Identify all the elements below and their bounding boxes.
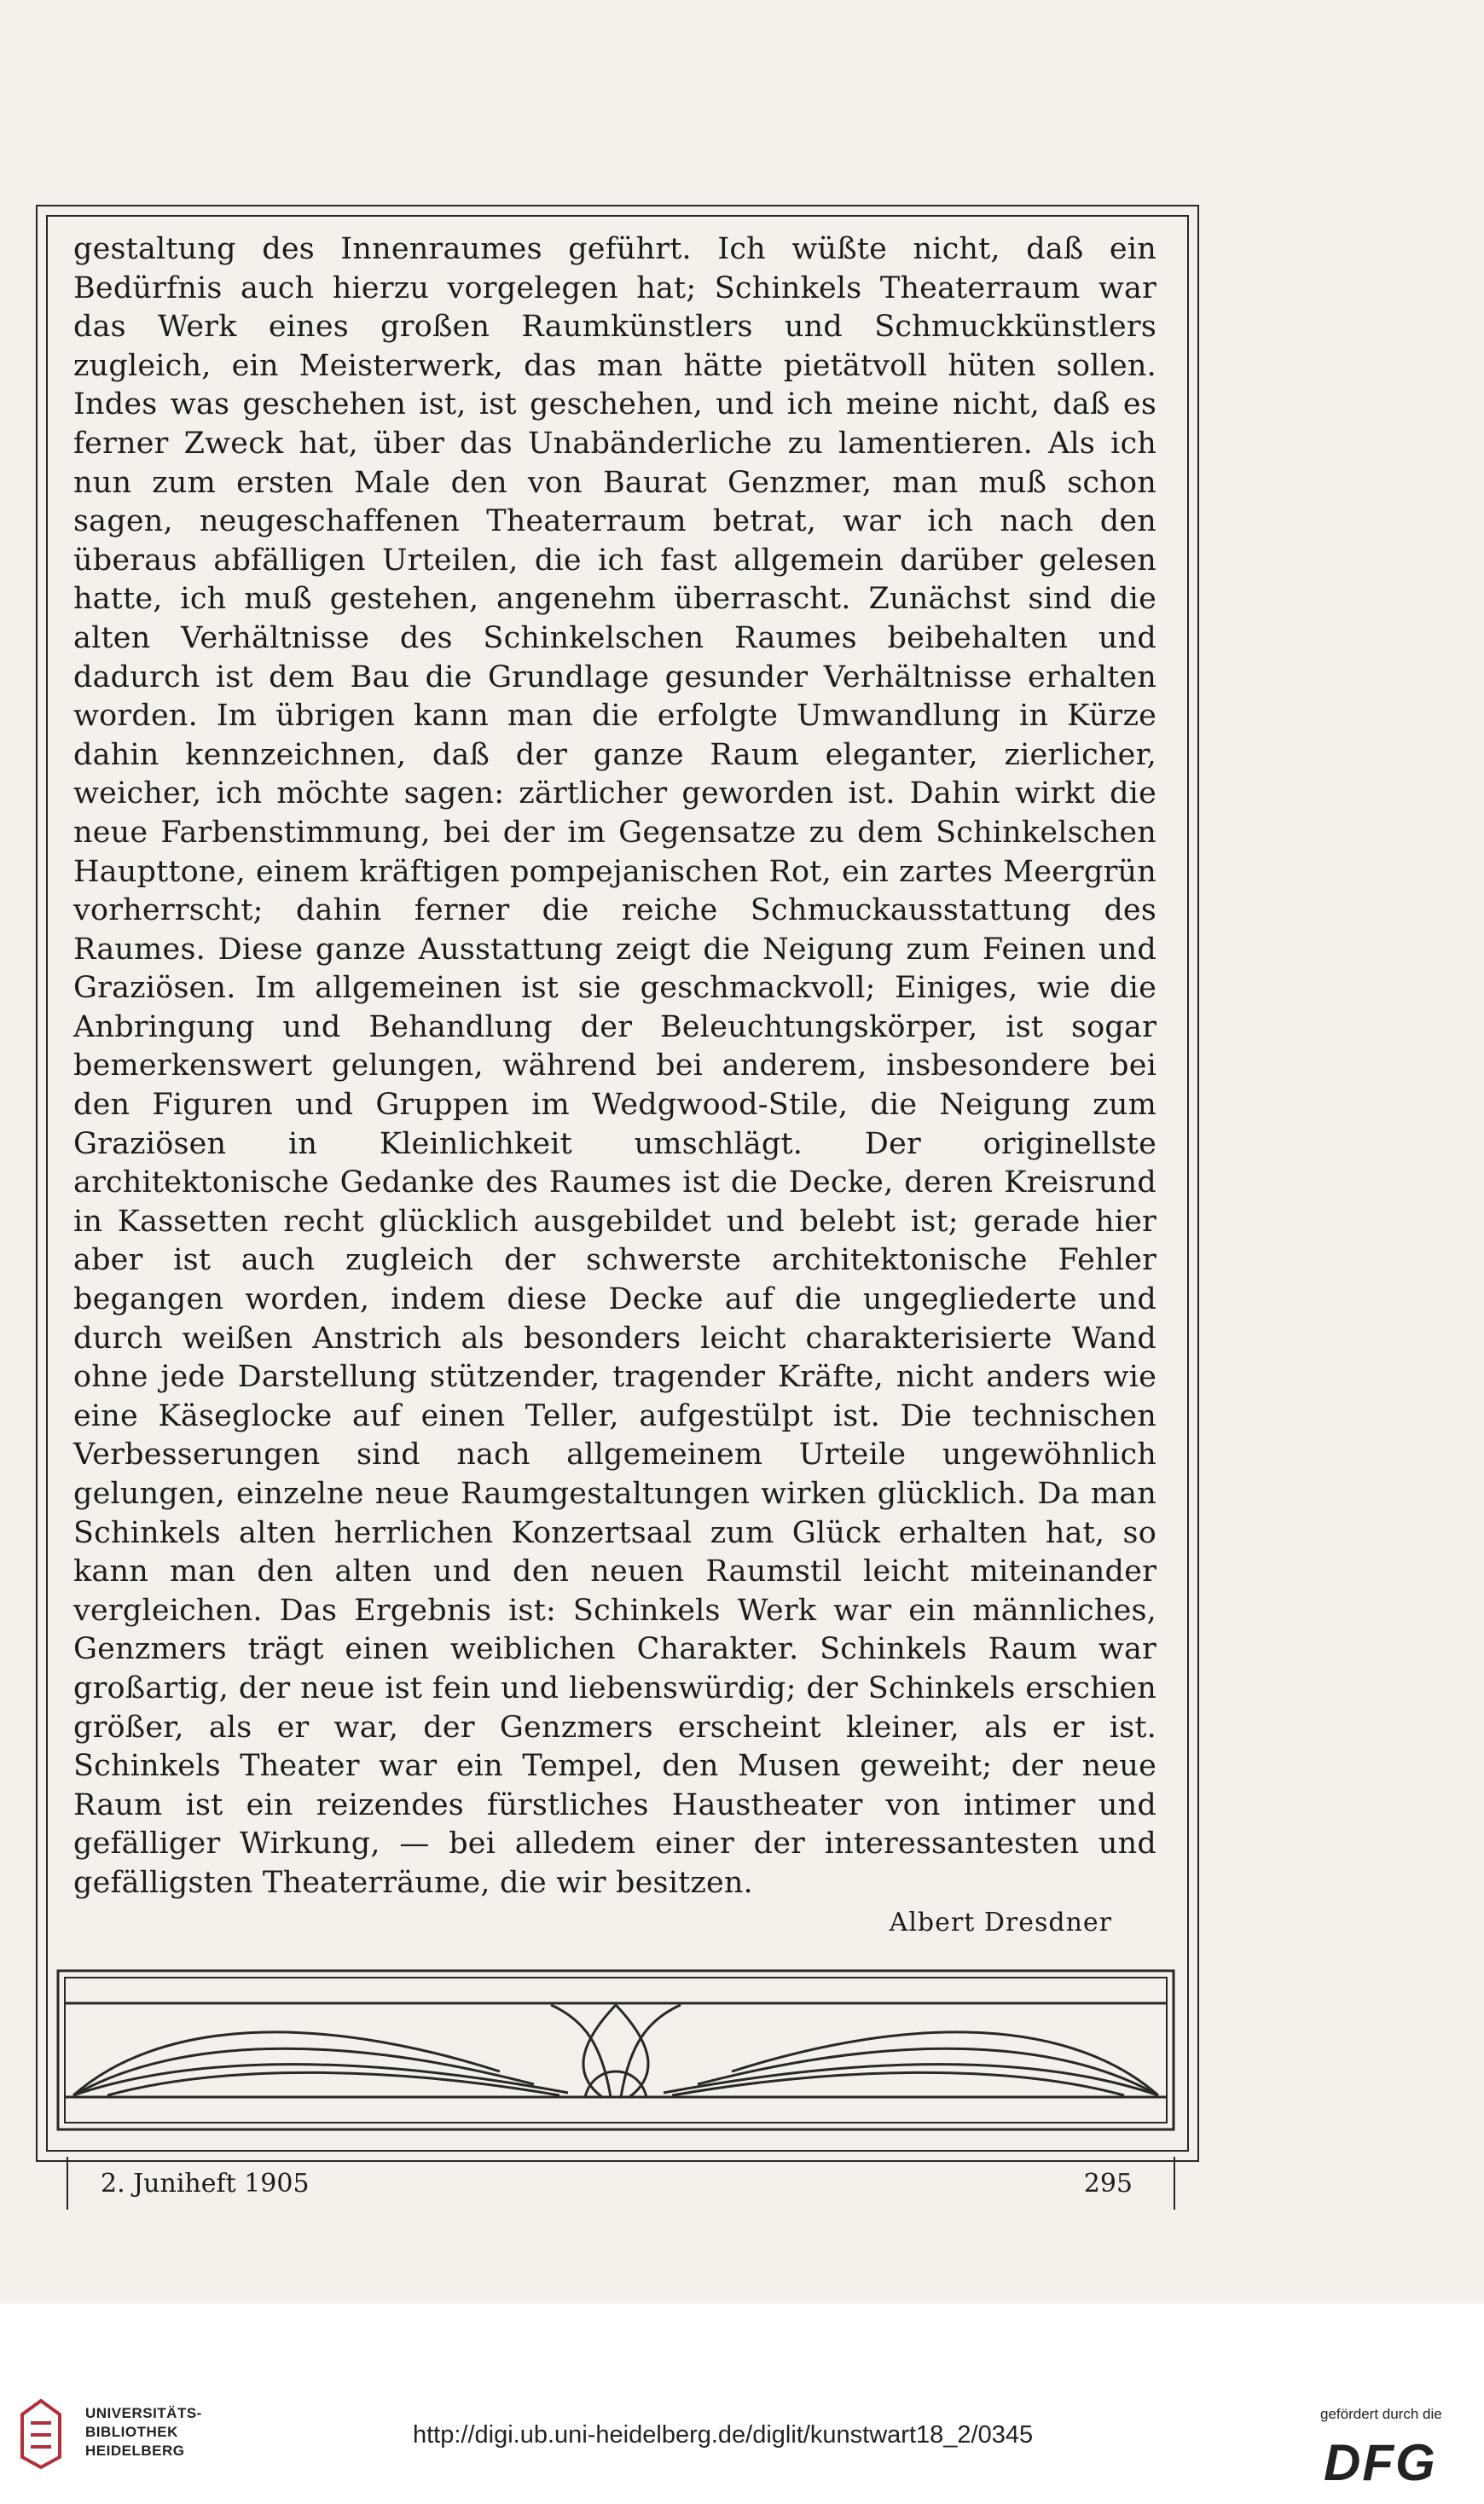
page-number: 295 <box>1083 2169 1133 2199</box>
digitization-bar <box>0 2304 1484 2504</box>
funding-caption: gefördert durch die <box>1320 2406 1442 2422</box>
dfg-logo: DFG <box>1324 2434 1437 2491</box>
article-body <box>73 230 1156 1943</box>
university-seal-icon <box>15 2397 67 2471</box>
article-paragraph: gestaltung des Innenraumes geführt. Ich wüßte nicht, daß ein Bedürfnis auch hierzu vorgelegen hat; Schinkels Theaterraum war das Werk eines großen Raumkünstlers und Schmuckkünstlers zugleich, ein Meisterwerk, das man hätte pietätvoll hüten sollen. Indes was geschehen ist, ist geschehen, und ich meine nicht, daß es ferner Zweck hat, über das Unabänderliche zu lamentieren. Als ich nun zum ersten Male den von Baurat Genzmer, man muß schon sagen, neugeschaffenen Theaterraum betrat, war ich nach den überaus abfälligen Urteilen, die ich fast allgemein darüber gelesen hatte, ich muß gestehen, angenehm überrascht. Zunächst sind die alten Verhältnisse des Schinkelschen Raumes beibehalten und dadurch ist dem Bau die Grundlage gesunder Verhältnisse erhalten worden. Im übrigen kann man die erfolgte Umwandlung in Kürze dahin kennzeichnen, daß der ganze Raum eleganter, zierlicher, weicher, ich möchte sagen: zärtlicher geworden ist. Dahin wirkt die neue Farbenstimmung, bei der im Gegensatze zu dem Schinkelschen Haupttone, einem kräftigen pompejanischen Rot, ein zartes Meergrün vorherrscht; dahin ferner die reiche Schmuckausstattung des Raumes. Diese ganze Ausstattung zeigt die Neigung zum Feinen und Graziösen. Im allgemeinen ist sie geschmackvoll; Einiges, wie die Anbringung und Behandlung der Beleuchtungskörper, ist sogar bemerkenswert gelungen, während bei anderem, insbesondere bei den Figuren und Gruppen im Wedgwood-Stile, die Neigung zum Graziösen in Kleinlichkeit umschlägt. Der originellste architektonische Gedanke des Raumes ist die Decke, deren Kreisrund in Kassetten recht glücklich ausgebildet und belebt ist; gerade hier aber ist auch zugleich der schwerste architektonische Fehler begangen worden, indem diese Decke auf die ungegliederte und durch weißen Anstrich als besonders leicht charakterisierte Wand ohne jede Darstellung stützender, tragender Kräfte, nicht anders wie eine Käseglocke auf einen Teller, aufgestülpt ist. Die technischen Verbesserungen sind nach allgemeinem Urteile ungewöhnlich gelungen, einzelne neue Raumgestaltungen wirken glücklich. Da man Schinkels alten herrlichen Konzertsaal zum Glück erhalten hat, so kann man den alten und den neuen Raumstil leicht miteinander vergleichen. Das Ergebnis ist: Schinkels Werk war ein männliches, Genzmers trägt einen weiblichen Charakter. Schinkels Raum war großartig, der neue ist fein und liebenswürdig; der Schinkels erschien größer, als er war, der Genzmers erscheint kleiner, als er ist. Schinkels Theater war ein Tempel, den Musen geweiht; der neue Raum ist ein reizendes fürstliches Haustheater von intimer und gefälliger Wirkung, — bei alledem einer der interessantesten und gefälligsten Theaterräume, die wir besitzen. <box>73 232 1156 1900</box>
decorative-ornament <box>56 1969 1175 2131</box>
library-name-line: HEIDELBERG <box>85 2443 185 2459</box>
library-name-line: UNIVERSITÄTS- <box>85 2405 202 2421</box>
page-footer <box>67 2157 1175 2210</box>
library-name <box>85 2404 202 2460</box>
library-name-line: BIBLIOTHEK <box>85 2424 178 2440</box>
author-signature: Albert Dresdner <box>889 1907 1112 1938</box>
issue-label: 2. Juniheft 1905 <box>101 2169 310 2199</box>
source-url-link[interactable]: http://digi.ub.uni-heidelberg.de/diglit/kunstwart18_2/0345 <box>413 2421 1034 2449</box>
